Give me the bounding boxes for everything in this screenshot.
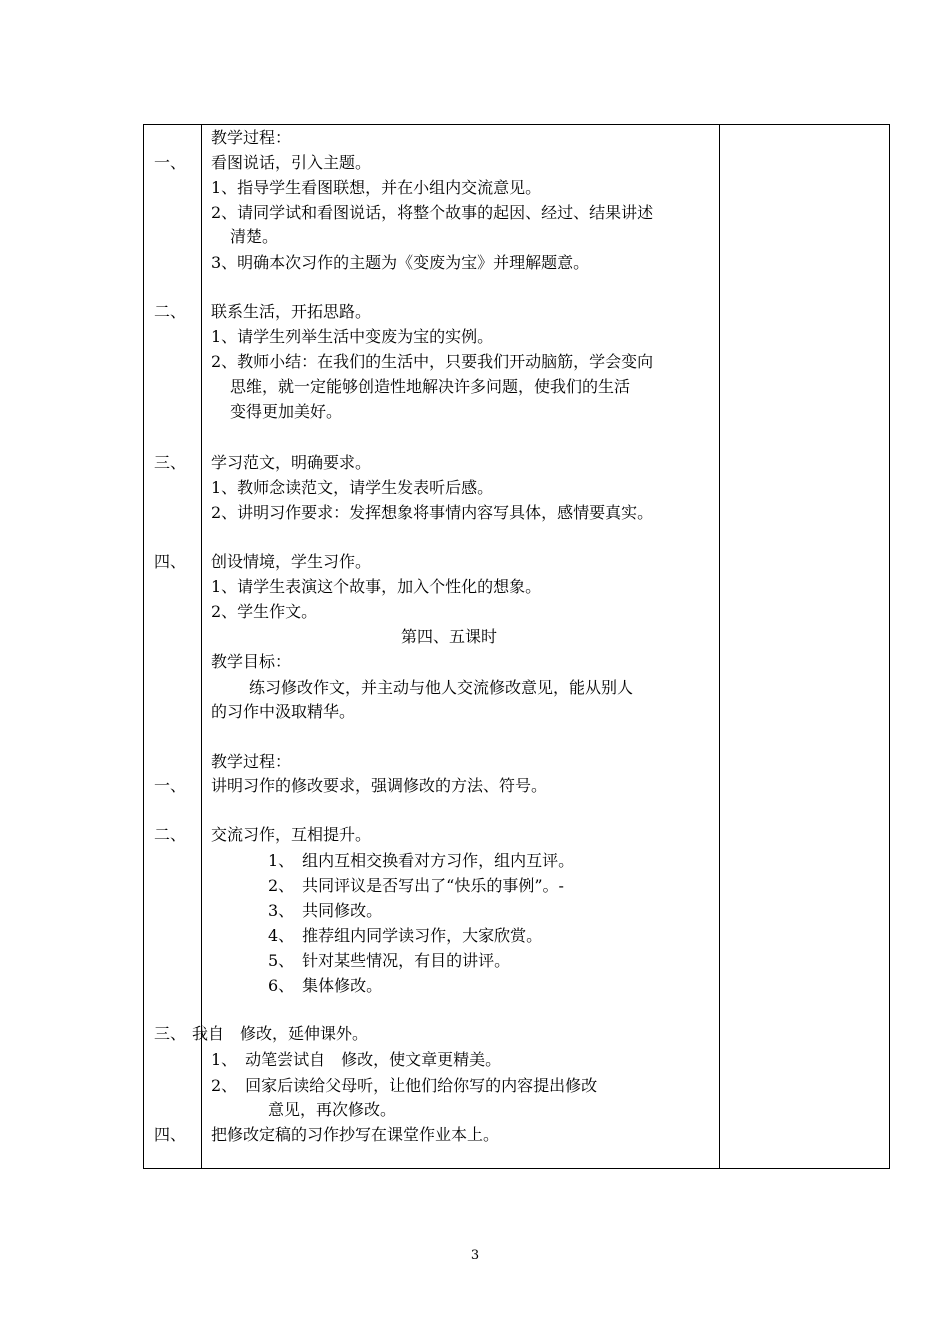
- step-number: 二、: [154, 825, 187, 844]
- process-heading: 教学过程：: [211, 128, 292, 147]
- sub-step: 5、 针对某些情况，有目的讲评。: [268, 951, 511, 970]
- step-number: 四、: [154, 1125, 187, 1144]
- sub-step: 4、 推荐组内同学读习作，大家欣赏。: [268, 926, 543, 945]
- step-title: 看图说话，引入主题。: [211, 153, 372, 172]
- sub-step: 2、教师小结：在我们的生活中，只要我们开动脑筋，学会变向: [211, 352, 654, 371]
- objective-heading: 教学目标：: [211, 652, 292, 671]
- sub-step: 2、学生作文。: [211, 602, 318, 621]
- step-number: 一、: [154, 776, 187, 795]
- column-divider-left: [201, 125, 202, 1168]
- sub-step-continuation: 变得更加美好。: [230, 402, 343, 421]
- column-divider-right: [719, 125, 720, 1168]
- sub-step: 1、请学生表演这个故事，加入个性化的想象。: [211, 577, 542, 596]
- step-title: 讲明习作的修改要求，强调修改的方法、符号。: [211, 776, 548, 795]
- lesson-table: [143, 124, 890, 1169]
- step-number: 二、: [154, 302, 187, 321]
- step-title: 创设情境，学生习作。: [211, 552, 372, 571]
- sub-step: 1、教师念读范文，请学生发表听后感。: [211, 478, 494, 497]
- sub-step-continuation: 思维，就一定能够创造性地解决许多问题，使我们的生活: [230, 377, 631, 396]
- step-number: 一、: [154, 153, 187, 172]
- sub-step: 1、 动笔尝试自 修改，使文章更精美。: [211, 1050, 502, 1069]
- sub-step: 3、 共同修改。: [268, 901, 383, 920]
- sub-step: 2、 共同评议是否写出了“快乐的事例”。-: [268, 876, 564, 895]
- sub-step: 3、明确本次习作的主题为《变废为宝》并理解题意。: [211, 253, 590, 272]
- step-title: 把修改定稿的习作抄写在课堂作业本上。: [211, 1125, 500, 1144]
- page-number: 3: [470, 1248, 480, 1263]
- process-heading: 教学过程：: [211, 752, 292, 771]
- sub-step-continuation: 意见，再次修改。: [268, 1100, 397, 1119]
- sub-step: 1、指导学生看图联想，并在小组内交流意见。: [211, 178, 542, 197]
- sub-step: 1、请学生列举生活中变废为宝的实例。: [211, 327, 494, 346]
- step-title: 学习范文，明确要求。: [211, 453, 372, 472]
- sub-step: 2、 回家后读给父母听，让他们给你写的内容提出修改: [211, 1076, 598, 1095]
- sub-step: 1、 组内互相交换看对方习作，组内互评。: [268, 851, 575, 870]
- objective-text-continuation: 的习作中汲取精华。: [211, 702, 356, 721]
- step-title: 联系生活，开拓思路。: [211, 302, 372, 321]
- step-title: 交流习作，互相提升。: [211, 825, 372, 844]
- lesson-period-heading: 第四、五课时: [401, 627, 498, 646]
- sub-step: 6、 集体修改。: [268, 976, 383, 995]
- step-number: 四、: [154, 552, 187, 571]
- step-number: 三、: [154, 1024, 187, 1043]
- sub-step-continuation: 清楚。: [230, 227, 279, 246]
- sub-step: 2、讲明习作要求：发挥想象将事情内容写具体，感情要真实。: [211, 503, 654, 522]
- objective-text: 练习修改作文，并主动与他人交流修改意见，能从别人: [249, 678, 634, 697]
- step-number: 三、: [154, 453, 187, 472]
- step-title: 我自 修改，延伸课外。: [192, 1024, 369, 1043]
- sub-step: 2、请同学试和看图说话，将整个故事的起因、经过、结果讲述: [211, 203, 654, 222]
